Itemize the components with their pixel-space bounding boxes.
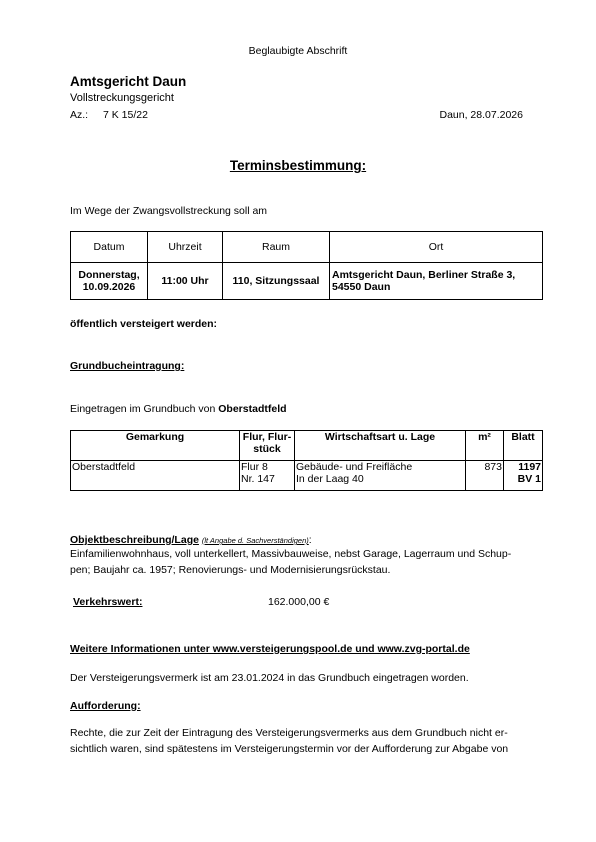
appt-date (71, 263, 148, 300)
appt-header-date: Datum (71, 232, 148, 263)
court-name: Amtsgericht Daun (70, 74, 187, 89)
object-line-2: pen; Baujahr ca. 1957; Renovierungs- und Modernisierungsrückstau. (70, 564, 391, 576)
appointment-table (70, 231, 543, 300)
request-text (70, 725, 540, 757)
object-line-1: Einfamilienwohnhaus, voll unterkellert, Massivbauweise, nebst Garage, Lagerraum und Schup- (70, 548, 512, 560)
gb-header-wirtschaftsart: Wirtschaftsart u. Lage (295, 431, 466, 461)
appt-header-room: Raum (223, 232, 330, 263)
gb-wirtschaftsart (295, 461, 466, 491)
land-register-header-row (71, 431, 543, 461)
gb-art-line1: Gebäude- und Freifläche (296, 461, 413, 473)
value-label: Verkehrswert: (73, 596, 143, 608)
gb-gemarkung: Oberstadtfeld (71, 461, 240, 491)
file-number: 7 K 15/22 (103, 109, 148, 121)
appt-room: 110, Sitzungssaal (223, 263, 330, 300)
gb-header-flur (240, 431, 295, 461)
gb-header-flur-line2: stück (253, 443, 281, 455)
court-subtitle: Vollstreckungsgericht (70, 92, 174, 104)
request-heading: Aufforderung: (70, 700, 141, 712)
object-heading-line (70, 534, 312, 546)
gb-blatt-line2: BV 1 (517, 473, 541, 485)
more-info: Weitere Informationen unter www.versteigerungspool.de und www.zvg-portal.de (70, 643, 470, 655)
land-register-prefix: Eingetragen im Grundbuch von (70, 403, 216, 415)
intro-text: Im Wege der Zwangsvollstreckung soll am (70, 205, 268, 217)
appt-date-value: 10.09.2026 (82, 281, 136, 293)
appt-time: 11:00 Uhr (148, 263, 223, 300)
appointment-header-row (71, 232, 543, 263)
gb-header-qm: m² (466, 431, 504, 461)
gb-flur (240, 461, 295, 491)
gb-header-blatt: Blatt (504, 431, 543, 461)
gb-art-line2: In der Laag 40 (296, 473, 364, 485)
appt-header-time: Uhrzeit (148, 232, 223, 263)
land-register-place: Oberstadtfeld (218, 403, 287, 415)
land-register-table (70, 430, 543, 491)
land-register-heading: Grundbucheintragung: (70, 360, 185, 372)
request-line-1: Rechte, die zur Zeit der Eintragung des Versteigerungsvermerks aus dem Grundbuch nicht er- (70, 727, 508, 739)
gb-header-gemarkung: Gemarkung (71, 431, 240, 461)
certified-copy-label: Beglaubigte Abschrift (248, 45, 348, 57)
gb-blatt (504, 461, 543, 491)
gb-flur-line2: Nr. 147 (241, 473, 275, 485)
file-label: Az.: (70, 109, 89, 121)
request-line-2: sichtlich waren, sind spätestens im Versteigerungstermin vor der Aufforderung zur Abgabe von (70, 743, 509, 755)
appt-header-location: Ort (330, 232, 543, 263)
appt-location-city: 54550 Daun (332, 281, 391, 293)
land-register-text (70, 403, 287, 415)
auction-text: öffentlich versteigert werden: (70, 318, 218, 330)
gb-header-flur-line1: Flur, Flur- (242, 431, 292, 443)
gb-flur-line1: Flur 8 (241, 461, 268, 473)
appt-location-street: Amtsgericht Daun, Berliner Straße 3, (332, 269, 516, 281)
document-title: Terminsbestimmung: (229, 158, 367, 173)
gb-qm: 873 (466, 461, 504, 491)
object-colon: : (308, 534, 312, 546)
value-amount: 162.000,00 € (268, 596, 330, 608)
land-register-row (71, 461, 543, 491)
object-description (70, 546, 540, 578)
vermerk-text: Der Versteigerungsvermerk ist am 23.01.2024 in das Grundbuch eingetragen worden. (70, 672, 469, 684)
object-heading: Objektbeschreibung/Lage (70, 534, 199, 546)
place-date: Daun, 28.07.2026 (439, 109, 523, 121)
object-note: (lt Angabe d. Sachverständigen) (201, 536, 309, 545)
gb-blatt-line1: 1197 (518, 461, 541, 473)
appt-location (330, 263, 543, 300)
appt-date-weekday: Donnerstag, (78, 269, 140, 281)
appointment-row (71, 263, 543, 300)
